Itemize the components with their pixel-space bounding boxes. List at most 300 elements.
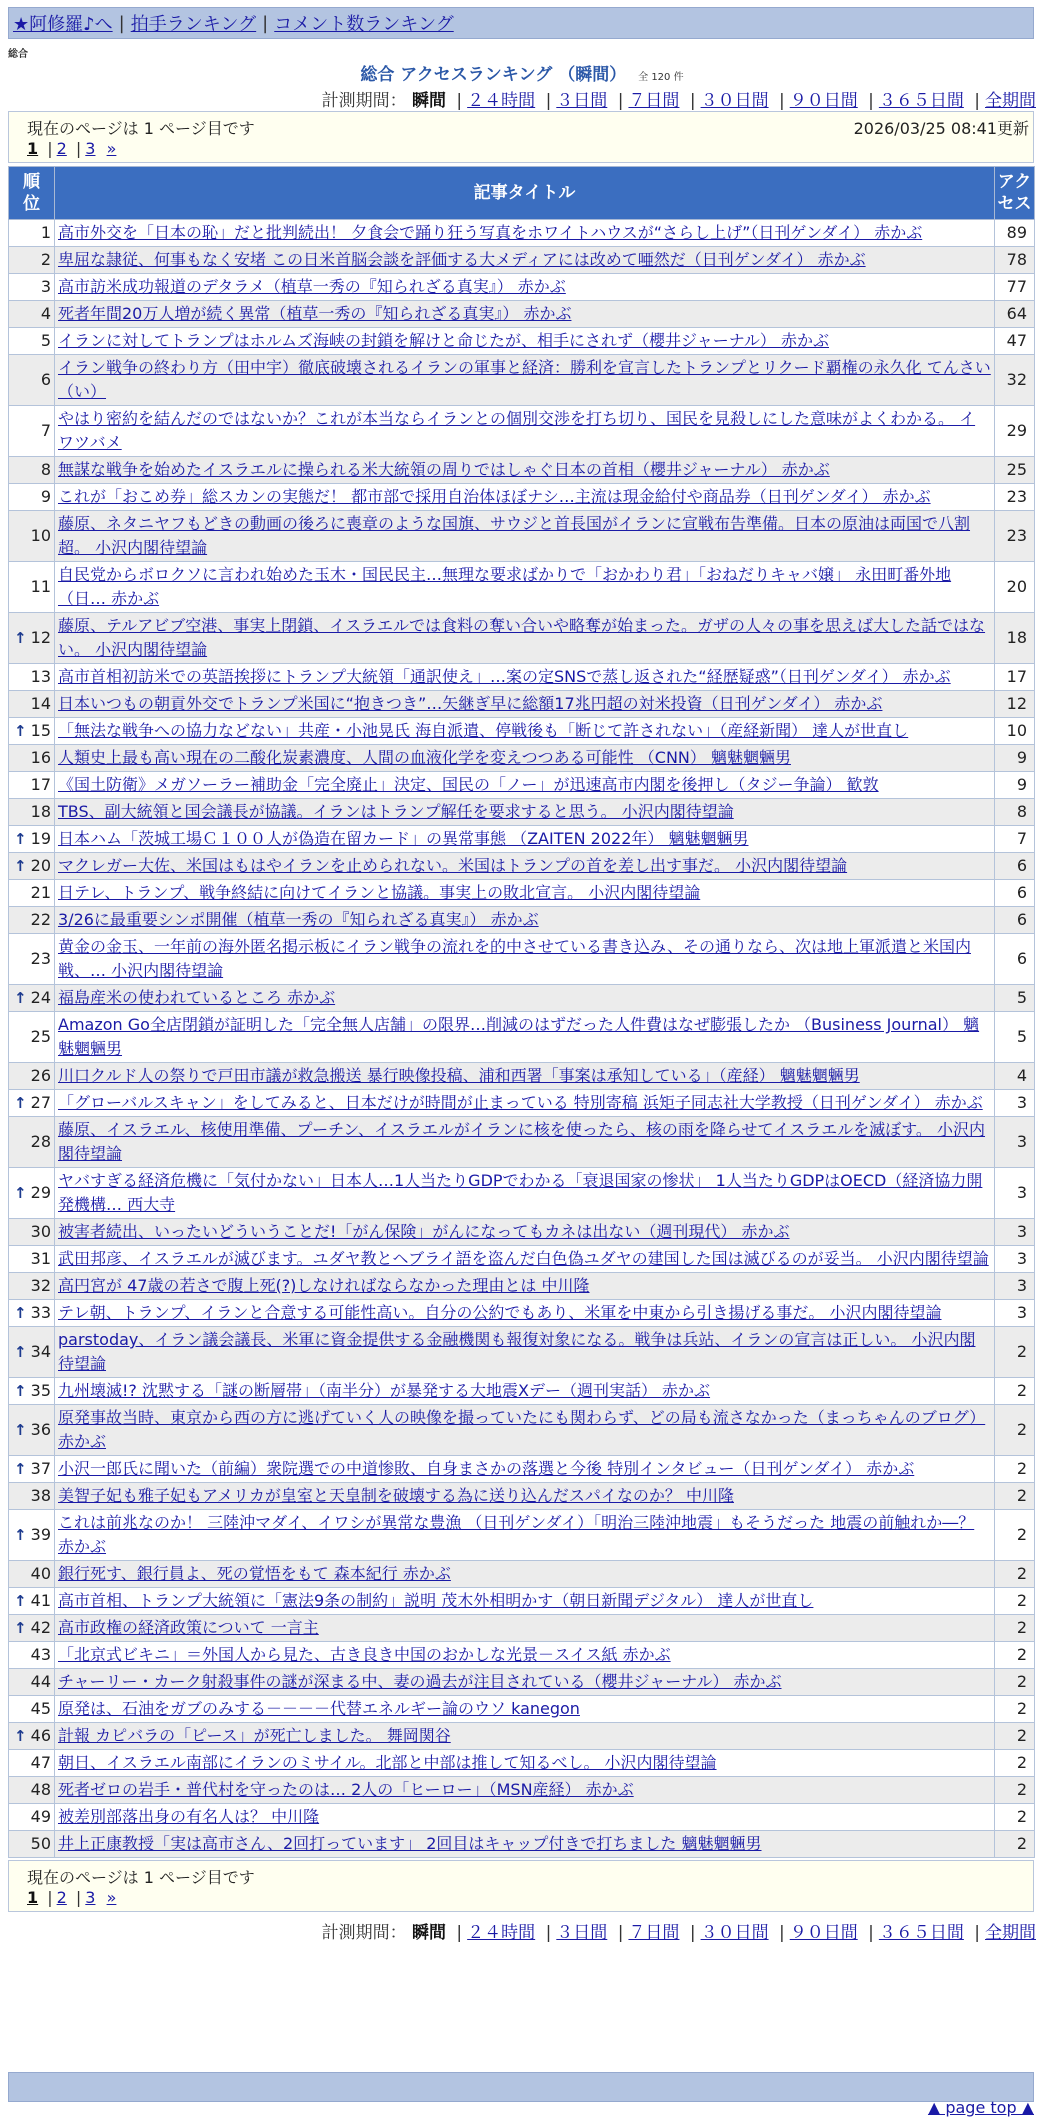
rank-number: 23 — [30, 949, 51, 968]
article-title-link[interactable]: 黄金の金玉、一年前の海外匿名掲示板にイラン戦争の流れを的中させている書き込み、その通りなら、次は地上軍派遣と米国内戦、… 小沢内閣待望論 — [58, 937, 971, 980]
access-count: 2 — [995, 1561, 1035, 1588]
up-arrow-icon: ↑ — [14, 1094, 27, 1112]
access-count: 6 — [995, 907, 1035, 934]
table-row — [9, 274, 1035, 301]
rank-number: 50 — [30, 1834, 51, 1853]
title-cell — [55, 1696, 995, 1723]
table-row — [9, 1831, 1035, 1858]
table-row — [9, 1246, 1035, 1273]
title-cell — [55, 328, 995, 355]
rank-cell — [9, 1831, 55, 1858]
title-cell — [55, 511, 995, 562]
rank-number: 9 — [40, 487, 51, 506]
title-cell — [55, 826, 995, 853]
rank-number: 25 — [30, 1027, 51, 1046]
table-row — [9, 484, 1035, 511]
article-title-link[interactable]: 藤原、テルアビブ空港、事実上閉鎖、イスラエルでは食料の奪い合いや略奪が始まった。ガザの人々の事を思えば大した話ではない。 小沢内閣待望論 — [58, 616, 986, 659]
access-count: 89 — [995, 220, 1035, 247]
up-arrow-icon: ↑ — [14, 1343, 27, 1361]
bottom-bar — [8, 2072, 1034, 2102]
title-cell — [55, 1327, 995, 1378]
pager-next[interactable]: » — [106, 139, 117, 158]
period-label-bottom: 計測期間： — [321, 1923, 407, 1943]
table-row — [9, 1456, 1035, 1483]
rank-number: 40 — [30, 1564, 51, 1583]
title-cell — [55, 718, 995, 745]
title-cell — [55, 1750, 995, 1777]
period-link-24h-bottom[interactable]: ２４時間 — [467, 1923, 536, 1943]
title-cell — [55, 934, 995, 985]
rank-number: 15 — [30, 721, 51, 740]
rank-number: 29 — [30, 1183, 51, 1202]
rank-cell — [9, 613, 55, 664]
rank-number: 14 — [30, 694, 51, 713]
article-title-link[interactable]: ヤバすぎる経済危機に「気付かない」日本人…1人当たりGDPでわかる「衰退国家の惨状」 1人当たりGDPはOECD（経済協力開発機構… 西大寺 — [58, 1171, 983, 1214]
title-cell — [55, 1723, 995, 1750]
rank-number: 2 — [40, 250, 51, 269]
rank-number: 36 — [30, 1420, 51, 1439]
rank-cell — [9, 511, 55, 562]
period-link-all-bottom[interactable]: 全期間 — [985, 1923, 1036, 1943]
rank-number: 3 — [40, 277, 51, 296]
pager-link-2[interactable]: 2 — [56, 139, 67, 158]
article-title-link[interactable]: 「北京式ビキニ」＝外国人から見た、古き良き中国のおかしな光景－スイス紙 赤かぶ — [58, 1645, 671, 1664]
article-title-link[interactable]: マクレガー大佐、米国はもはやイランを止められない。米国はトランプの首を差し出す事だ。 小沢内閣待望論 — [58, 856, 848, 875]
access-count: 8 — [995, 799, 1035, 826]
article-title-link[interactable]: 九州壊滅!? 沈黙する「謎の断層帯」（南半分）が暴発する大地震Xデー（週刊実話） 赤かぶ — [58, 1381, 711, 1400]
table-row — [9, 880, 1035, 907]
up-arrow-icon: ↑ — [14, 1526, 27, 1544]
rank-number: 30 — [30, 1222, 51, 1241]
rank-number: 43 — [30, 1645, 51, 1664]
title-cell — [55, 247, 995, 274]
page-top-link[interactable]: ▲ page top ▲ — [927, 2098, 1034, 2117]
table-row — [9, 799, 1035, 826]
title-cell — [55, 301, 995, 328]
up-arrow-icon: ↑ — [14, 989, 27, 1007]
nav-comment-ranking-link[interactable]: コメント数ランキング — [274, 14, 454, 35]
current-page-text-bottom: 現在のページは 1 ページ目です — [27, 1868, 255, 1887]
article-title-link[interactable]: 卑屈な隷従、何事もなく安堵 この日米首脳会談を評価する大メディアには改めて唖然だ（日刊ゲンダイ） 赤かぶ — [58, 250, 866, 269]
rank-cell — [9, 1669, 55, 1696]
period-selector-bottom: 計測期間： 瞬間 | ２４時間 | ３日間 | ７日間 | ３０日間 | ９０日間 | ３６５日間 | 全期間 — [321, 1923, 1036, 1943]
title-cell — [55, 1090, 995, 1117]
col-header-rank — [9, 167, 55, 220]
rank-cell — [9, 799, 55, 826]
access-count: 2 — [995, 1456, 1035, 1483]
period-link-3d-bottom[interactable]: ３日間 — [556, 1923, 608, 1943]
access-count: 5 — [995, 1012, 1035, 1063]
rank-number: 17 — [30, 775, 51, 794]
access-count: 5 — [995, 985, 1035, 1012]
page-info-bottom — [8, 1860, 1034, 1912]
access-count: 2 — [995, 1777, 1035, 1804]
article-title-link[interactable]: 藤原、ネタニヤフもどきの動画の後ろに喪章のような国旗、サウジと首長国がイランに宣戦布告準備。日本の原油は両国で八割超。 小沢内閣待望論 — [58, 514, 971, 557]
rank-cell — [9, 1405, 55, 1456]
article-title-link[interactable]: 高円宮が 47歳の若さで腹上死(?)しなければならなかった理由とは 中川隆 — [58, 1276, 590, 1295]
table-row — [9, 511, 1035, 562]
rank-number: 39 — [30, 1525, 51, 1544]
up-arrow-icon: ↑ — [14, 1421, 27, 1439]
article-title-link[interactable]: parstoday、イラン議会議長、米軍に資金提供する金融機関も報復対象になる。戦争は兵站、イランの宣言は正しい。 小沢内閣待望論 — [58, 1330, 976, 1373]
pager-link-2-bottom[interactable]: 2 — [56, 1888, 67, 1907]
rank-cell — [9, 853, 55, 880]
rank-cell — [9, 247, 55, 274]
article-title-link[interactable]: 「グローバルスキャン」をしてみると、日本だけが時間が止まっている 特別寄稿 浜矩子同志社大学教授（日刊ゲンダイ） 赤かぶ — [58, 1093, 983, 1112]
up-arrow-icon: ↑ — [14, 1382, 27, 1400]
period-link-7d-bottom[interactable]: ７日間 — [628, 1923, 680, 1943]
rank-cell — [9, 1117, 55, 1168]
period-link-24h[interactable]: ２４時間 — [467, 91, 536, 111]
article-title-link[interactable]: 美智子妃も雅子妃もアメリカが皇室と天皇制を破壊する為に送り込んだスパイなのか？ 中川隆 — [58, 1486, 734, 1505]
access-count: 23 — [995, 484, 1035, 511]
rank-number: 13 — [30, 667, 51, 686]
access-count: 3 — [995, 1117, 1035, 1168]
access-count: 2 — [995, 1327, 1035, 1378]
rank-cell — [9, 1723, 55, 1750]
access-count: 2 — [995, 1831, 1035, 1858]
access-count: 78 — [995, 247, 1035, 274]
table-row — [9, 745, 1035, 772]
rank-cell — [9, 718, 55, 745]
table-row — [9, 301, 1035, 328]
access-count: 2 — [995, 1669, 1035, 1696]
period-link-90d[interactable]: ９０日間 — [789, 91, 858, 111]
article-title-link[interactable]: 武田邦彦、イスラエルが滅びます。ユダヤ教とヘブライ語を盗んだ白色偽ユダヤの建国した国は滅びるのが妥当。 小沢内閣待望論 — [58, 1249, 989, 1268]
table-row — [9, 1300, 1035, 1327]
article-title-link[interactable]: 日本ハム「茨城工場Ｃ１００人が偽造在留カード」の異常事態 （ZAITEN 2022年） 魑魅魍魎男 — [58, 829, 749, 848]
article-title-link[interactable]: 原発事故当時、東京から西の方に逃げていく人の映像を撮っていたにも関わらず、どの局も流さなかった（まっちゃんのブログ） 赤かぶ — [58, 1408, 986, 1451]
rank-cell — [9, 328, 55, 355]
rank-number: 24 — [30, 988, 51, 1007]
rank-cell — [9, 406, 55, 457]
rank-number: 48 — [30, 1780, 51, 1799]
article-title-link[interactable]: 朝日、イスラエル南部にイランのミサイル。北部と中部は推して知るべし。 小沢内閣待望論 — [58, 1753, 717, 1772]
access-count: 29 — [995, 406, 1035, 457]
period-selector-top: 計測期間： 瞬間 | ２４時間 | ３日間 | ７日間 | ３０日間 | ９０日間 | ３６５日間 | 全期間 — [321, 91, 1036, 111]
table-row — [9, 1588, 1035, 1615]
article-title-link[interactable]: 被害者続出、いったいどういうことだ!「がん保険」がんになってもカネは出ない（週刊現代） 赤かぶ — [58, 1222, 790, 1241]
period-link-365d[interactable]: ３６５日間 — [878, 91, 964, 111]
access-count: 2 — [995, 1642, 1035, 1669]
access-count: 4 — [995, 1063, 1035, 1090]
table-row — [9, 1327, 1035, 1378]
article-title-link[interactable]: 井上正康教授「実は高市さん、2回打っています」 2回目はキャップ付きで打ちました 魑魅魍魎男 — [58, 1834, 762, 1853]
table-row — [9, 1273, 1035, 1300]
updated-timestamp: 2026/03/25 08:41更新 — [853, 119, 1029, 138]
title-cell — [55, 1273, 995, 1300]
table-row — [9, 934, 1035, 985]
title-cell — [55, 907, 995, 934]
article-title-link[interactable]: 無謀な戦争を始めたイスラエルに操られる米大統領の周りではしゃぐ日本の首相（櫻井ジャーナル） 赤かぶ — [58, 460, 830, 479]
rank-cell — [9, 1804, 55, 1831]
access-count: 25 — [995, 457, 1035, 484]
access-count: 9 — [995, 745, 1035, 772]
rank-number: 37 — [30, 1459, 51, 1478]
rank-cell — [9, 1378, 55, 1405]
access-count: 47 — [995, 328, 1035, 355]
title-cell — [55, 406, 995, 457]
access-count: 20 — [995, 562, 1035, 613]
rank-cell — [9, 1273, 55, 1300]
table-row — [9, 1669, 1035, 1696]
article-title-link[interactable]: 高市訪米成功報道のデタラメ（植草一秀の『知られざる真実』） 赤かぶ — [58, 277, 566, 296]
access-count: 64 — [995, 301, 1035, 328]
rank-number: 33 — [30, 1303, 51, 1322]
table-row — [9, 220, 1035, 247]
rank-cell — [9, 274, 55, 301]
table-row — [9, 1012, 1035, 1063]
access-count: 2 — [995, 1405, 1035, 1456]
table-row — [9, 1642, 1035, 1669]
article-title-link[interactable]: 《国土防衛》メガソーラー補助金「完全廃止」決定、国民の「ノー」が迅速高市内閣を後押し（タジー争論） 歓敦 — [58, 775, 879, 794]
rank-cell — [9, 826, 55, 853]
rank-cell — [9, 985, 55, 1012]
article-title-link[interactable]: 自民党からボロクソに言われ始めた玉木・国民民主…無理な要求ばかりで「おかわり君」「おねだりキャバ嬢」 永田町番外地（日… 赤かぶ — [58, 565, 952, 608]
title-cell — [55, 1483, 995, 1510]
title-cell — [55, 220, 995, 247]
rank-cell — [9, 457, 55, 484]
rank-number: 16 — [30, 748, 51, 767]
period-link-30d[interactable]: ３０日間 — [700, 91, 769, 111]
period-link-90d-bottom[interactable]: ９０日間 — [789, 1923, 858, 1943]
pager-top: 1 | 2 | 3 » — [27, 139, 117, 158]
pager-link-3-bottom[interactable]: 3 — [85, 1888, 96, 1907]
rank-cell — [9, 934, 55, 985]
period-link-7d[interactable]: ７日間 — [628, 91, 680, 111]
rank-number: 35 — [30, 1381, 51, 1400]
table-row — [9, 1510, 1035, 1561]
title-cell — [55, 1561, 995, 1588]
title-cell — [55, 1642, 995, 1669]
access-count: 6 — [995, 934, 1035, 985]
title-cell — [55, 1615, 995, 1642]
access-count: 6 — [995, 880, 1035, 907]
access-count: 2 — [995, 1483, 1035, 1510]
pager-next-bottom[interactable]: » — [106, 1888, 117, 1907]
table-row — [9, 1090, 1035, 1117]
table-row — [9, 691, 1035, 718]
title-cell — [55, 1378, 995, 1405]
article-title-link[interactable]: 原発は、石油をガブのみする－－－－代替エネルギー論のウソ kanegon — [58, 1699, 580, 1718]
access-count: 3 — [995, 1219, 1035, 1246]
rank-number: 22 — [30, 910, 51, 929]
rank-number: 19 — [30, 829, 51, 848]
table-row — [9, 853, 1035, 880]
table-row — [9, 1219, 1035, 1246]
table-row — [9, 664, 1035, 691]
article-title-link[interactable]: 高市首相初訪米での英語挨拶にトランプ大統領「通訳使え」…案の定SNSで蒸し返された“経歴疑惑”（日刊ゲンダイ） 赤かぶ — [58, 667, 951, 686]
article-title-link[interactable]: 日テレ、トランプ、戦争終結に向けてイランと協議。事実上の敗北宣言。 小沢内閣待望論 — [58, 883, 701, 902]
period-link-all[interactable]: 全期間 — [985, 91, 1036, 111]
title-cell — [55, 1456, 995, 1483]
period-link-3d[interactable]: ３日間 — [556, 91, 608, 111]
rank-cell — [9, 1327, 55, 1378]
up-arrow-icon: ↑ — [14, 1460, 27, 1478]
title-cell — [55, 799, 995, 826]
title-cell — [55, 1804, 995, 1831]
table-header-row — [9, 167, 1035, 220]
title-cell — [55, 1669, 995, 1696]
table-row — [9, 1117, 1035, 1168]
article-title-link[interactable]: 高市首相、トランプ大統領に「憲法9条の制約」説明 茂木外相明かす（朝日新聞デジタル） 達人が世直し — [58, 1591, 814, 1610]
rank-cell — [9, 1063, 55, 1090]
period-label: 計測期間： — [321, 91, 407, 111]
rank-cell — [9, 484, 55, 511]
current-page-text: 現在のページは 1 ページ目です — [27, 119, 255, 138]
article-title-link[interactable]: 高市外交を「日本の恥」だと批判続出！ 夕食会で踊り狂う写真をホワイトハウスが“さらし上げ”（日刊ゲンダイ） 赤かぶ — [58, 223, 923, 242]
title-cell — [55, 1012, 995, 1063]
title-cell — [55, 613, 995, 664]
rank-cell — [9, 1642, 55, 1669]
rank-cell — [9, 1300, 55, 1327]
article-title-link[interactable]: 日本いつもの朝貢外交でトランプ米国に“抱きつき”…矢継ぎ早に総額17兆円超の対米投資（日刊ゲンダイ） 赤かぶ — [58, 694, 883, 713]
rank-cell — [9, 1012, 55, 1063]
up-arrow-icon: ↑ — [14, 830, 27, 848]
nav-applause-ranking-link[interactable]: 拍手ランキング — [130, 14, 257, 35]
rank-cell — [9, 301, 55, 328]
col-header-title: 記事タイトル — [55, 167, 995, 220]
access-count: 3 — [995, 1300, 1035, 1327]
access-count: 77 — [995, 274, 1035, 301]
table-row — [9, 1063, 1035, 1090]
access-count: 2 — [995, 1696, 1035, 1723]
rank-cell — [9, 1510, 55, 1561]
rank-cell — [9, 745, 55, 772]
title-cell — [55, 1117, 995, 1168]
article-title-link[interactable]: 川口クルド人の祭りで戸田市議が救急搬送 暴行映像投稿、浦和西署「事案は承知している」（産経） 魑魅魍魎男 — [58, 1066, 860, 1085]
title-cell — [55, 1063, 995, 1090]
pager-bottom: 1 | 2 | 3 » — [27, 1888, 117, 1907]
rank-cell — [9, 1588, 55, 1615]
table-row — [9, 1777, 1035, 1804]
table-row — [9, 562, 1035, 613]
rank-number: 47 — [30, 1753, 51, 1772]
ranking-body — [9, 220, 1035, 1858]
rank-cell — [9, 562, 55, 613]
title-cell — [55, 1246, 995, 1273]
article-title-link[interactable]: これが「おこめ券」総スカンの実態だ！ 都市部で採用自治体ほぼナシ…主流は現金給付や商品券（日刊ゲンダイ） 赤かぶ — [58, 487, 931, 506]
pager-current-bottom: 1 — [27, 1888, 39, 1907]
title-cell — [55, 1405, 995, 1456]
title-cell — [55, 355, 995, 406]
article-title-link[interactable]: 人類史上最も高い現在の二酸化炭素濃度、人間の血液化学を変えつつある可能性 （CNN） 魑魅魍魎男 — [58, 748, 791, 767]
title-cell — [55, 691, 995, 718]
title-cell — [55, 562, 995, 613]
title-cell — [55, 1219, 995, 1246]
rank-number: 8 — [40, 460, 51, 479]
table-row — [9, 1405, 1035, 1456]
access-count: 17 — [995, 664, 1035, 691]
rank-cell — [9, 907, 55, 934]
article-title-link[interactable]: 小沢一郎氏に聞いた（前編）衆院選での中道惨敗、自身まさかの落選と今後 特別インタビュー（日刊ゲンダイ） 赤かぶ — [58, 1459, 915, 1478]
title-cell — [55, 985, 995, 1012]
rank-cell — [9, 772, 55, 799]
article-title-link[interactable]: 高市政権の経済政策について 一言主 — [58, 1618, 319, 1637]
access-count: 32 — [995, 355, 1035, 406]
table-row — [9, 1615, 1035, 1642]
period-link-30d-bottom[interactable]: ３０日間 — [700, 1923, 769, 1943]
access-count: 10 — [995, 718, 1035, 745]
access-count: 9 — [995, 772, 1035, 799]
up-arrow-icon: ↑ — [14, 629, 27, 647]
rank-number: 46 — [30, 1726, 51, 1745]
table-row — [9, 406, 1035, 457]
table-row — [9, 772, 1035, 799]
article-title-link[interactable]: 3/26に最重要シンポ開催（植草一秀の『知られざる真実』） 赤かぶ — [58, 910, 539, 929]
article-title-link[interactable]: チャーリー・カーク射殺事件の謎が深まる中、妻の過去が注目されている（櫻井ジャーナル） 赤かぶ — [58, 1672, 782, 1691]
title-cell — [55, 1588, 995, 1615]
article-title-link[interactable]: イランに対してトランプはホルムズ海峡の封鎖を解けと命じたが、相手にされず（櫻井ジャーナル） 赤かぶ — [58, 331, 830, 350]
rank-cell — [9, 880, 55, 907]
up-arrow-icon: ↑ — [14, 722, 27, 740]
page-title: 総合 アクセスランキング （瞬間） — [360, 65, 627, 85]
table-row — [9, 613, 1035, 664]
table-row — [9, 1804, 1035, 1831]
article-title-link[interactable]: テレ朝、トランプ、イランと合意する可能性高い。自分の公約でもあり、米軍を中東から引き揚げる事だ。 小沢内閣待望論 — [58, 1303, 942, 1322]
article-title-link[interactable]: イラン戦争の終わり方（田中宇）徹底破壊されるイランの軍事と経済：勝利を宣言したトランプとリクード覇権の永久化 てんさい（い） — [58, 358, 991, 401]
up-arrow-icon: ↑ — [14, 857, 27, 875]
access-count: 2 — [995, 1723, 1035, 1750]
title-cell — [55, 484, 995, 511]
article-title-link[interactable]: 福島産米の使われているところ 赤かぶ — [58, 988, 336, 1007]
article-title-link[interactable]: 藤原、イスラエル、核使用準備、プーチン、イスラエルがイランに核を使ったら、核の雨を降らせてイスラエルを滅ぼす。 小沢内閣待望論 — [58, 1120, 986, 1163]
rank-cell — [9, 355, 55, 406]
up-arrow-icon: ↑ — [14, 1619, 27, 1637]
title-cell — [55, 1168, 995, 1219]
access-count: 2 — [995, 1750, 1035, 1777]
up-arrow-icon: ↑ — [14, 1304, 27, 1322]
rank-number: 21 — [30, 883, 51, 902]
rank-number: 34 — [30, 1342, 51, 1361]
period-current-bottom: 瞬間 — [412, 1923, 447, 1943]
article-title-link[interactable]: 被差別部落出身の有名人は？ 中川隆 — [58, 1807, 320, 1826]
rank-number: 28 — [30, 1132, 51, 1151]
period-link-365d-bottom[interactable]: ３６５日間 — [878, 1923, 964, 1943]
article-title-link[interactable]: これは前兆なのか！ 三陸沖マダイ、イワシが異常な豊漁 （日刊ゲンダイ）「明治三陸沖地震」もそうだった 地震の前触れか―？ 赤かぶ — [58, 1513, 975, 1556]
rank-number: 49 — [30, 1807, 51, 1826]
article-title-link[interactable]: 計報 カピバラの「ピース」が死亡しました。 舞岡関谷 — [58, 1726, 451, 1745]
access-count: 12 — [995, 691, 1035, 718]
pager-link-3[interactable]: 3 — [85, 139, 96, 158]
article-title-link[interactable]: 銀行死す、銀行員よ、死の覚悟をもて 森本紀行 赤かぶ — [58, 1564, 451, 1583]
article-title-link[interactable]: 「無法な戦争への協力などない」共産・小池晃氏 海自派遣、停戦後も「断じて許されない」（産経新聞） 達人が世直し — [58, 721, 909, 740]
rank-cell — [9, 1561, 55, 1588]
article-title-link[interactable]: やはり密約を結んだのではないか？これが本当ならイランとの個別交渉を打ち切り、国民を見殺しにした意味がよくわかる。 イワツバメ — [58, 409, 976, 452]
article-title-link[interactable]: Amazon Go全店閉鎖が証明した「完全無人店舗」の限界…削減のはずだった人件費はなぜ膨張したか （Business Journal） 魑魅魍魎男 — [58, 1015, 980, 1058]
rank-number: 31 — [30, 1249, 51, 1268]
article-title-link[interactable]: TBS、副大統領と国会議長が協議。イランはトランプ解任を要求すると思う。 小沢内閣待望論 — [58, 802, 734, 821]
article-title-link[interactable]: 死者年間20万人増が続く異常（植草一秀の『知られざる真実』） 赤かぶ — [58, 304, 572, 323]
rank-number: 11 — [30, 577, 51, 596]
rank-number: 26 — [30, 1066, 51, 1085]
table-row — [9, 718, 1035, 745]
page-title-block — [0, 60, 1044, 85]
rank-number: 5 — [40, 331, 51, 350]
title-cell — [55, 745, 995, 772]
page-info-top — [8, 111, 1034, 163]
access-count: 2 — [995, 1378, 1035, 1405]
table-row — [9, 1168, 1035, 1219]
rank-cell — [9, 1615, 55, 1642]
article-title-link[interactable]: 死者ゼロの岩手・普代村を守ったのは… 2人の「ヒーロー」（MSN産経） 赤かぶ — [58, 1780, 634, 1799]
home-link[interactable]: ★阿修羅♪へ — [13, 14, 113, 35]
rank-number: 45 — [30, 1699, 51, 1718]
rank-number: 41 — [30, 1591, 51, 1610]
section-label: 総合 — [8, 49, 28, 60]
rank-cell — [9, 1456, 55, 1483]
top-nav-bar — [8, 7, 1034, 39]
